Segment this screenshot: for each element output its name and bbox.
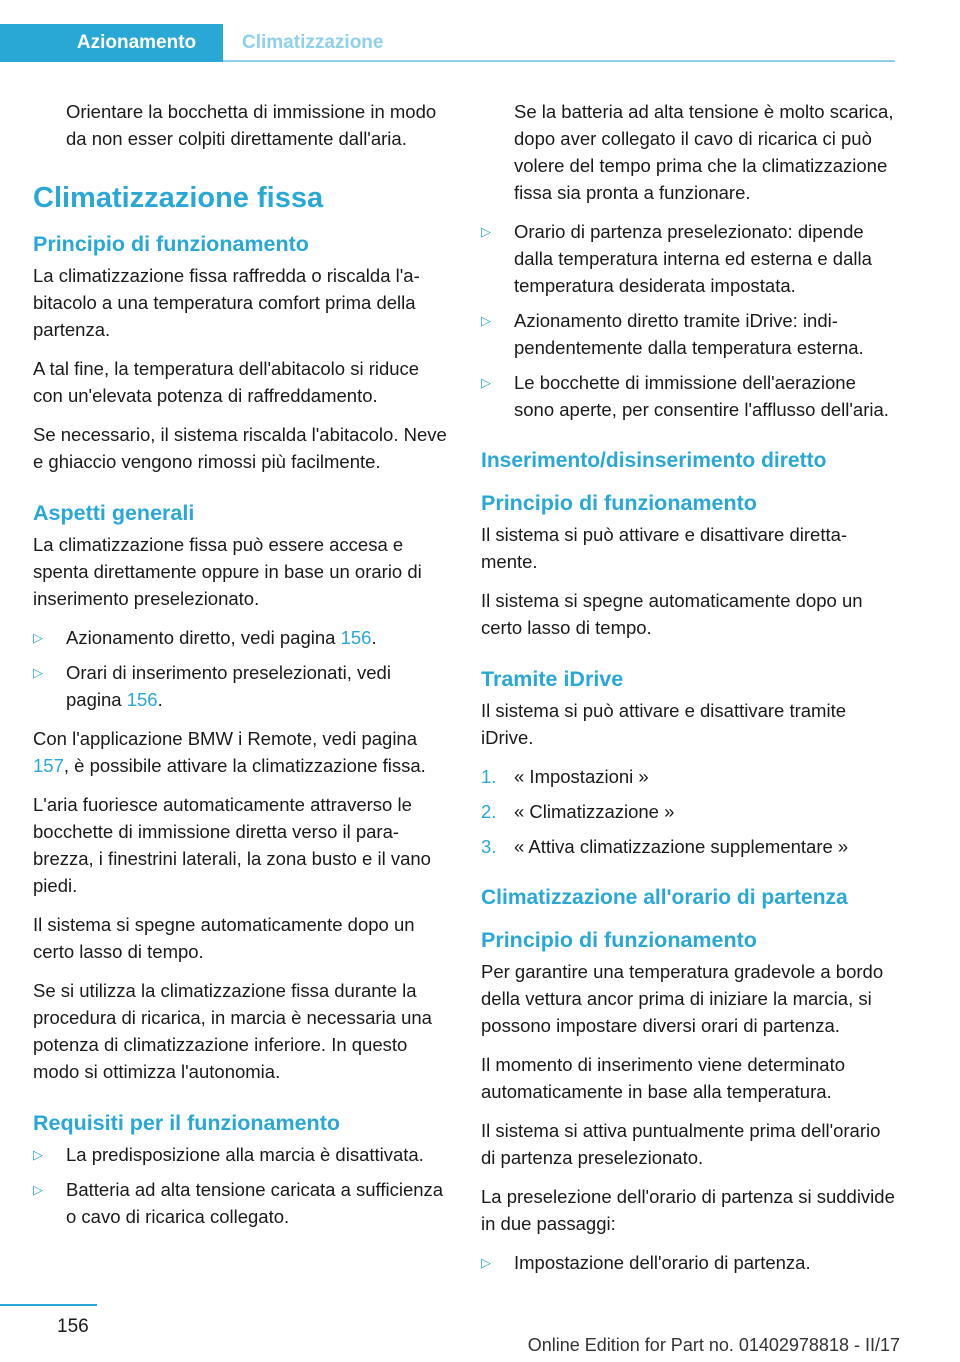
step-text: « Attiva climatizzazione supplementare » [514,836,849,857]
departure-paragraph: Per garantire una temperatura gradevole a bordo della vettura ancor prima di iniziare la marcia, si possono impostare diversi orari di partenza. [481,961,884,1036]
step-item [481,833,897,860]
direct-principle-heading: Principio di funzionamento [481,491,757,515]
idrive-paragraph: Il sistema si può attivare e disattivare tramite iDrive. [481,700,847,748]
step-text: « Climatizzazione » [514,801,675,822]
departure-paragraph: Il sistema si attiva puntualmente prima dell'orario di partenza preselezionato. [481,1120,881,1168]
triangle-bullet-icon: ▷ [481,375,491,390]
general-list [33,624,449,713]
departure-paragraph: Il momento di inserimento viene determinato automaticamente in base alla temperatura. [481,1054,846,1102]
section-title: Climatizzazione fissa [33,182,324,214]
step-number: 2. [481,801,497,822]
header-subsection-tab [242,24,383,62]
app-text-after: , è possibile attivare la climatizzazione fissa. [63,755,426,776]
step-item [481,798,897,825]
app-text-before: Con l'applicazione BMW i Remote, vedi pagina [33,728,418,749]
general-paragraph: La climatizzazione fissa può essere accesa e spenta direttamente oppure in base un orario di inserimento preselezionato. [33,534,422,609]
list-item-text: Impostazione dell'orario di partenza. [514,1252,811,1273]
page-number: 156 [57,1316,89,1337]
principle-heading: Principio di funzionamento [33,232,309,256]
idrive-heading: Tramite iDrive [481,667,624,691]
list-item-text: Orario di partenza preselezionato: dipende dalla temperatura interna ed esterna e dalla temperatura desiderata impostata. [514,221,872,296]
list-item-punct: . [157,689,163,710]
general-paragraph: Se si utilizza la climatizzazione fissa durante la procedura di ricarica, in marcia è necessaria una potenza di climatizzazione inferiore. In questo modo si ottimizza l'autonomia. [33,980,432,1082]
list-item-text: La predisposizione alla marcia è disattivata. [66,1144,424,1165]
list-item [481,307,897,361]
page-number-rule [0,1304,97,1306]
list-item-text: Batteria ad alta tensione caricata a sufficienza o cavo di ricarica collegato. [66,1179,444,1227]
list-item [33,659,449,713]
header-subsection-label: Climatizzazione [242,32,384,53]
principle-paragraph: Se necessario, il sistema riscalda l'abitacolo. Neve e ghiaccio vengono rimossi più facilmente. [33,424,447,472]
direct-paragraph: Il sistema si può attivare e disattivare direttamente. [481,524,848,572]
list-item-punct: . [371,627,377,648]
departure-principle-heading: Principio di funzionamento [481,928,757,952]
principle-paragraph: La climatizzazione fissa raffredda o riscalda l'abitacolo a una temperatura comfort prima della partenza. [33,265,420,340]
intro-paragraph: Orientare la bocchetta di immissione in modo da non esser colpiti direttamente dall'aria. [66,101,437,149]
triangle-bullet-icon: ▷ [33,1182,43,1197]
header-divider [223,60,895,62]
departure-heading: Climatizzazione all'orario di partenza [481,886,848,909]
list-item-text: Orari di inserimento preselezionati, vedi pagina [66,662,391,710]
list-item [481,218,897,299]
departure-paragraph: La preselezione dell'orario di partenza si suddivide in due passaggi: [481,1186,895,1234]
direct-heading: Inserimento/disinserimento diretto [481,449,827,472]
page-link[interactable]: 156 [126,689,158,710]
list-item [33,1141,449,1168]
list-item-text: Azionamento diretto, vedi pagina [66,627,341,648]
general-paragraph: Il sistema si spegne automaticamente dopo un certo lasso di tempo. [33,914,415,962]
requirements-list [33,1141,449,1230]
requirements-heading: Requisiti per il funzionamento [33,1111,340,1135]
triangle-bullet-icon: ▷ [481,313,491,328]
list-item [481,1249,897,1276]
step-text: « Impostazioni » [514,766,649,787]
principle-paragraph: A tal fine, la temperatura dell'abitacolo si riduce con un'elevata potenza di raffreddamento. [33,358,420,406]
step-number: 3. [481,836,497,857]
app-paragraph [33,725,449,779]
triangle-bullet-icon: ▷ [481,224,491,239]
list-item [33,624,449,651]
page-link[interactable]: 157 [33,755,64,776]
step-item [481,763,897,790]
page-link[interactable]: 156 [340,627,372,648]
triangle-bullet-icon: ▷ [33,665,43,680]
requirements-list-continued [481,218,897,423]
list-item [33,1176,449,1230]
list-item-text: Azionamento diretto tramite iDrive: indipendentemente dalla temperatura esterna. [514,310,864,358]
header-section-label: Azionamento [76,32,197,53]
departure-list [481,1249,897,1276]
step-number: 1. [481,766,497,787]
list-item [481,369,897,423]
edition-footer: Online Edition for Part no. 01402978818 - II/17 [527,1335,900,1355]
left-column [33,98,449,1242]
header-section-tab [0,24,223,62]
general-paragraph: L'aria fuoriesce automaticamente attraverso le bocchette di immissione diretta verso il parabrezza, i finestrini laterali, la zona busto e il vano piedi. [33,794,431,896]
triangle-bullet-icon: ▷ [481,1255,491,1270]
general-heading: Aspetti generali [33,501,195,525]
list-item-text: Le bocchette di immissione dell'aerazione sono aperte, per consentire l'afflusso dell'aria. [514,372,889,420]
idrive-steps [481,763,897,860]
triangle-bullet-icon: ▷ [33,1147,43,1162]
triangle-bullet-icon: ▷ [33,630,43,645]
continued-paragraph: Se la batteria ad alta tensione è molto scarica, dopo aver collegato il cavo di ricarica ci può volere del tempo prima che la climatizzazione fissa sia pronta a funzionare. [514,101,894,203]
direct-paragraph: Il sistema si spegne automaticamente dopo un certo lasso di tempo. [481,590,863,638]
right-column [481,98,897,1288]
